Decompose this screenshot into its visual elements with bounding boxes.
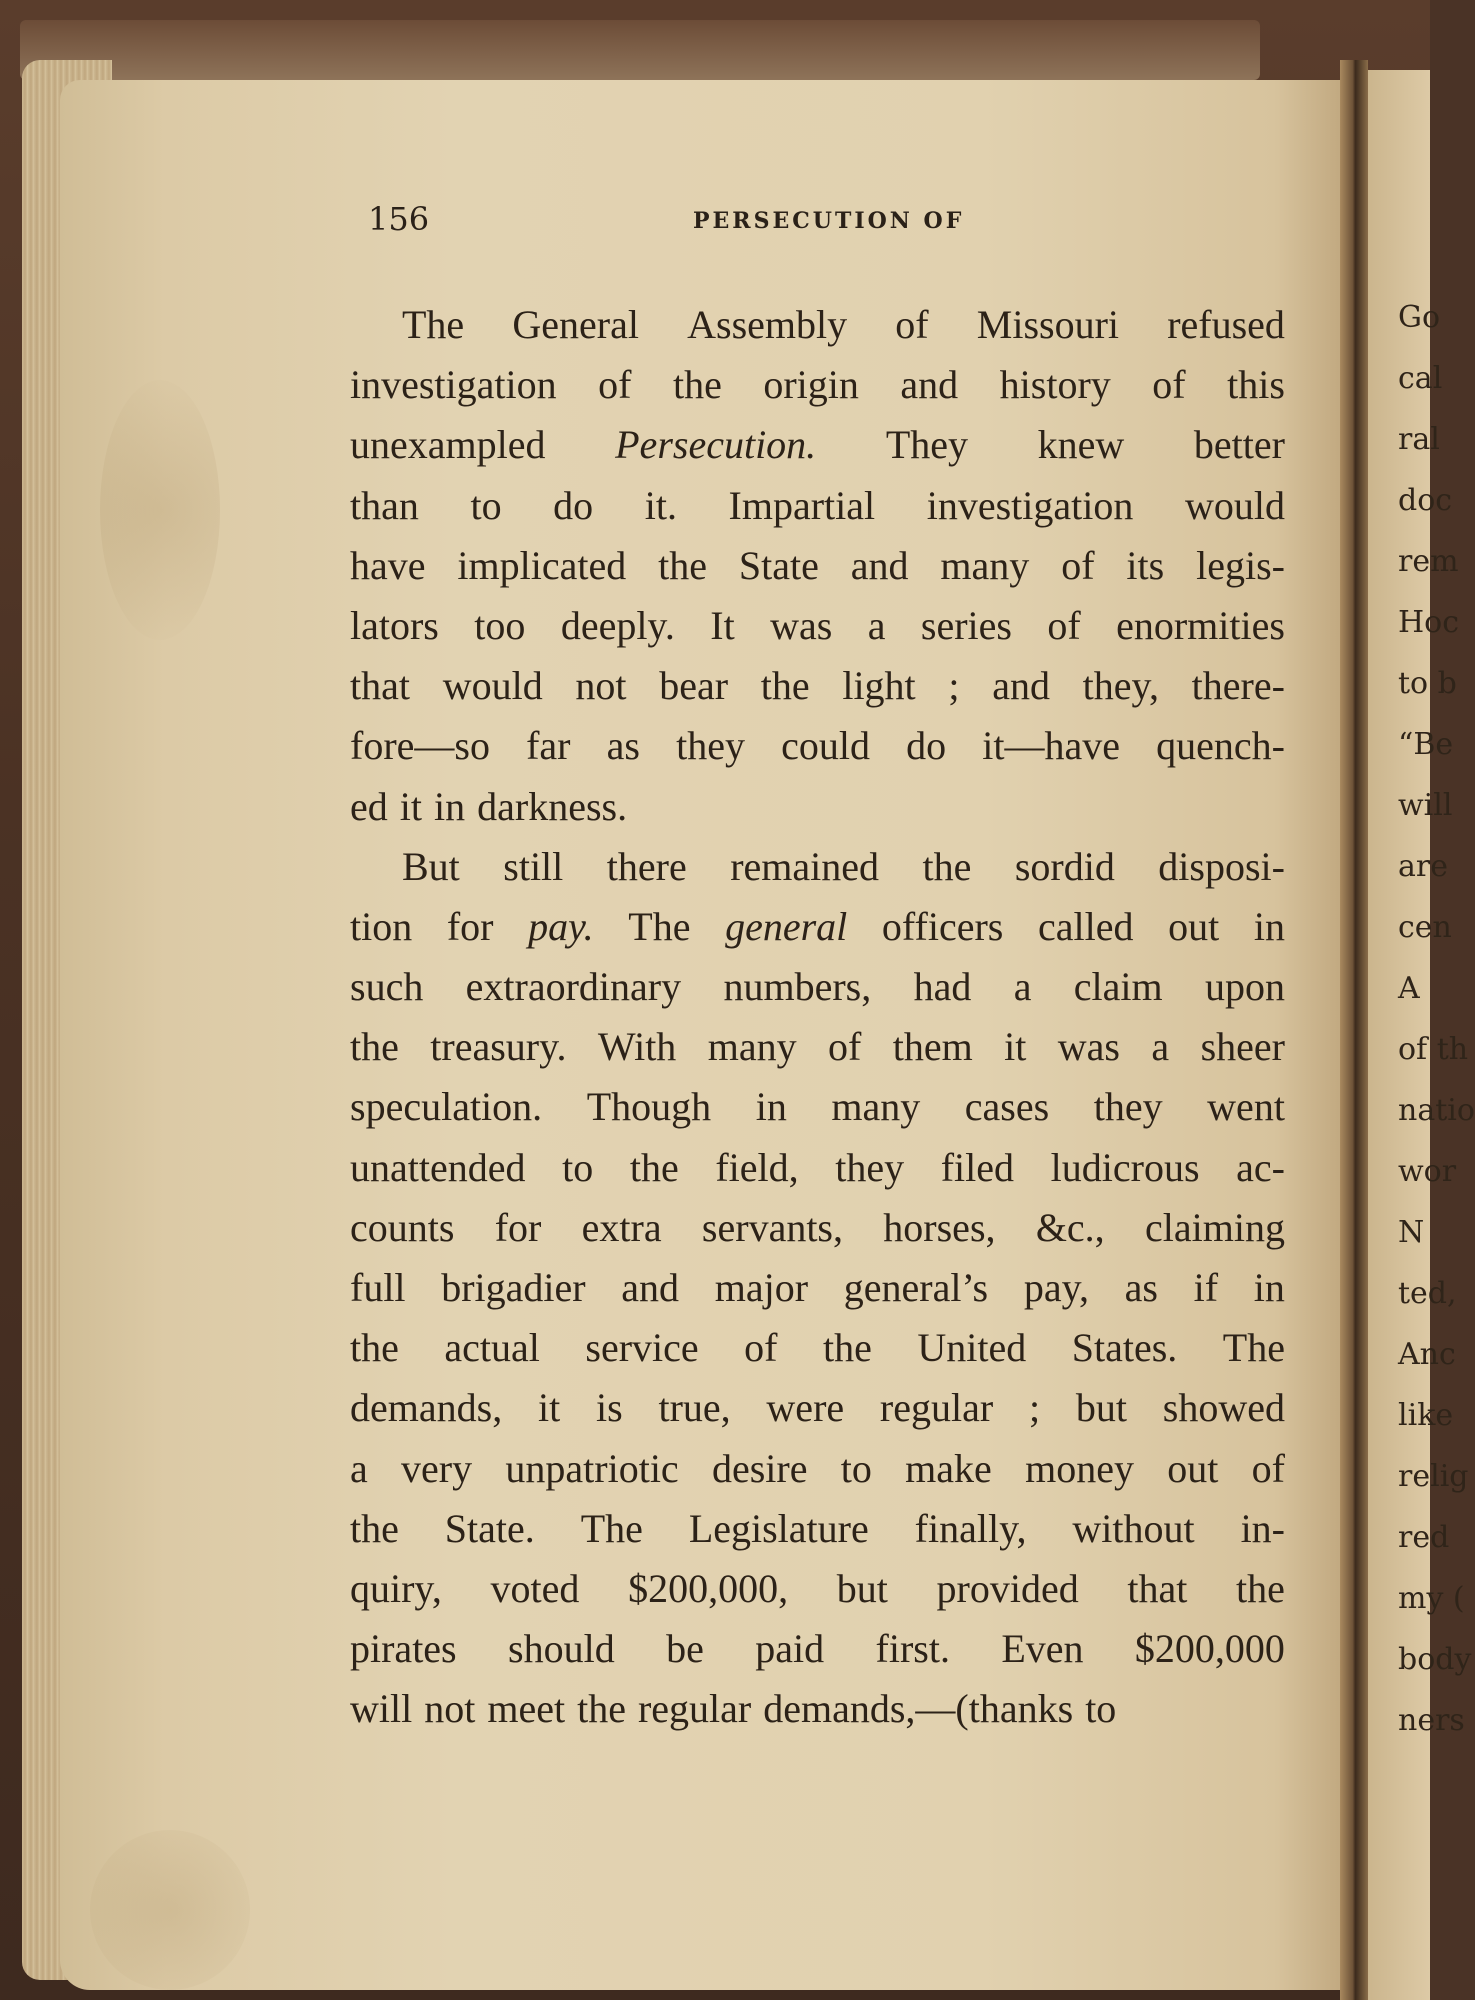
facing-page-fragment: Hoc (1398, 605, 1460, 640)
text-line: investigation of the origin and history of this (350, 362, 1285, 408)
facing-page-fragment: wor (1398, 1154, 1457, 1189)
facing-page-fragment: body (1398, 1642, 1472, 1677)
book-gutter (1340, 60, 1368, 2000)
page-stain (100, 380, 220, 640)
text-line: the State. The Legislature finally, without in- (350, 1505, 1285, 1551)
facing-page-fragment: cal (1398, 361, 1443, 396)
facing-page-fragment: ners (1398, 1703, 1465, 1738)
facing-page-fragment: ted, (1398, 1276, 1457, 1311)
facing-page-fragment: Go (1398, 300, 1441, 335)
text-line: unattended to the field, they filed ludicrous ac- (350, 1144, 1285, 1190)
page-stain (90, 1830, 250, 1990)
text-line: counts for extra servants, horses, &c., claiming (350, 1204, 1285, 1250)
text-line: speculation. Though in many cases they went (350, 1084, 1285, 1130)
facing-page-fragment: my ( (1398, 1581, 1465, 1616)
text-line: than to do it. Impartial investigation would (350, 482, 1285, 528)
facing-page-fragment: to b (1398, 666, 1457, 701)
facing-page-fragment: will (1398, 788, 1453, 823)
text-line: a very unpatriotic desire to make money out of (350, 1445, 1285, 1491)
text-line: will not meet the regular demands,—(thanks to (350, 1686, 1117, 1732)
facing-page-fragment: natio (1398, 1093, 1475, 1128)
running-head (368, 200, 1268, 250)
text-line: pirates should be paid first. Even $200,000 (350, 1626, 1285, 1672)
page-number: 156 (368, 200, 430, 238)
facing-page (1368, 70, 1475, 2000)
text-line: that would not bear the light ; and they, there- (350, 663, 1285, 709)
text-line: lators too deeply. It was a series of enormities (350, 602, 1285, 648)
facing-page-fragment: cen (1398, 910, 1452, 945)
text-line: such extraordinary numbers, had a claim upon (350, 964, 1285, 1010)
text-line: quiry, voted $200,000, but provided that the (350, 1565, 1285, 1611)
facing-page-fragment: of th (1398, 1032, 1469, 1067)
facing-page-fragment: relig (1398, 1459, 1469, 1494)
cover-top-edge (20, 20, 1260, 80)
text-line: fore—so far as they could do it—have quench- (350, 723, 1285, 769)
running-title: PERSECUTION OF (693, 208, 965, 234)
body-text (350, 295, 1285, 1740)
text-line: unexampled Persecution. They knew better (350, 422, 1285, 468)
text-line: tion for pay. The general officers called out in (350, 903, 1285, 949)
text-line: But still there remained the sordid disposi- (402, 843, 1285, 889)
text-line: full brigadier and major general’s pay, as if in (350, 1265, 1285, 1310)
facing-page-fragment: red (1398, 1520, 1450, 1555)
text-line: ed it in darkness. (350, 783, 628, 829)
facing-page-fragment: N (1398, 1215, 1425, 1250)
text-line: have implicated the State and many of its legis- (350, 542, 1285, 588)
facing-page-fragment: like (1398, 1398, 1454, 1433)
text-line: The General Assembly of Missouri refused (402, 302, 1285, 347)
facing-page-fragment: “Be (1398, 727, 1454, 762)
facing-page-fragment: ral (1398, 422, 1440, 457)
text-line: the treasury. With many of them it was a sheer (350, 1024, 1285, 1070)
text-line: the actual service of the United States. The (350, 1325, 1285, 1371)
facing-page-fragment: doc (1398, 483, 1453, 518)
facing-page-fragment: are (1398, 849, 1448, 884)
facing-page-fragment: rem (1398, 544, 1459, 579)
facing-page-fragment: A (1398, 971, 1420, 1006)
text-line: demands, it is true, were regular ; but showed (350, 1385, 1285, 1431)
facing-page-fragment: Anc (1398, 1337, 1456, 1372)
